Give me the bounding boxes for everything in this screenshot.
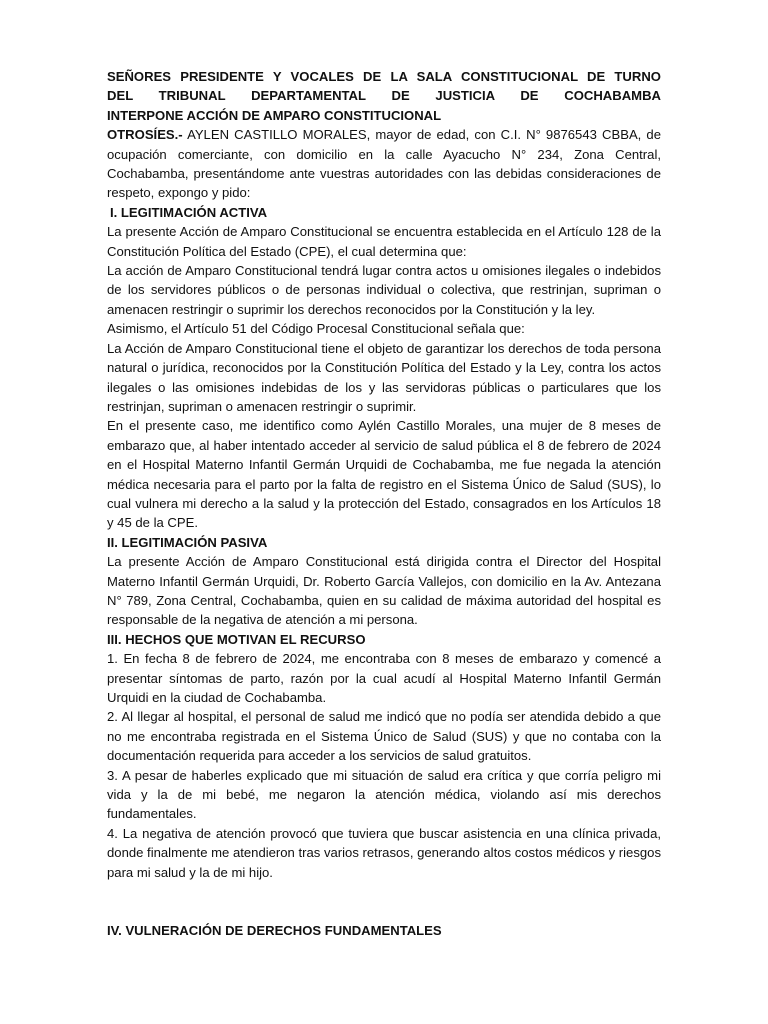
document-title-line-1: SEÑORES PRESIDENTE Y VOCALES DE LA SALA CONSTITUCIONAL DE TURNO xyxy=(107,69,661,84)
spacer xyxy=(107,882,661,921)
intro-lead: OTROSÍES.- xyxy=(107,127,183,143)
section-heading-vulneracion: IV. VULNERACIÓN DE DERECHOS FUNDAMENTALES xyxy=(107,923,442,939)
numbered-paragraph: 1. En fecha 8 de febrero de 2024, me encontraba con 8 meses de embarazo y comencé a presentar síntomas de parto, razón por la cual acudí al Hospital Materno Infantil Germán Urquidi en la ciudad de Cochabamba. xyxy=(107,651,661,705)
intro-paragraph xyxy=(107,125,661,203)
numbered-paragraph: 4. La negativa de atención provocó que tuviera que buscar asistencia en una clínica privada, donde finalmente me atendieron tras varios retrasos, generando altos costos médicos y riesgos para mi salud y la de mi hijo. xyxy=(107,825,661,880)
section-heading-hechos: III. HECHOS QUE MOTIVAN EL RECURSO xyxy=(107,631,366,647)
section-heading-legitimacion-pasiva: II. LEGITIMACIÓN PASIVA xyxy=(107,534,268,550)
document-title-line-2: DEL TRIBUNAL DEPARTAMENTAL DE JUSTICIA DE COCHABAMBA xyxy=(107,88,661,104)
paragraph: La presente Acción de Amparo Constitucional está dirigida contra el Director del Hospital Materno Infantil Germán Urquidi, Dr. Roberto García Vallejos, con domicilio en la Av. Antezana N° 789, Zona Central, Cochabamba, quien en su calidad de máxima autoridad del hospital es responsable de la negativa de atención a mi persona. xyxy=(107,554,661,628)
numbered-paragraph: 2. Al llegar al hospital, el personal de salud me indicó que no podía ser atendida debido a que no me encontraba registrada en el Sistema Único de Salud (SUS) y que no contaba con la documentación requerida para acceder a los servicios de salud gratuitos. xyxy=(107,709,661,764)
paragraph: La presente Acción de Amparo Constitucional se encuentra establecida en el Artículo 128 de la Constitución Política del Estado (CPE), el cual determina que: xyxy=(107,224,661,259)
document-title-line-3: INTERPONE ACCIÓN DE AMPARO CONSTITUCIONAL xyxy=(107,107,442,123)
paragraph: La Acción de Amparo Constitucional tiene el objeto de garantizar los derechos de toda persona natural o jurídica, reconocidos por la Constitución Política del Estado y la Ley, contra los actos ilegales o las omisiones indebidas de los y las servidoras públicas o particulares que los restrinjan, supriman o amenacen restringir o suprimir. xyxy=(107,340,661,414)
paragraph: En el presente caso, me identifico como Aylén Castillo Morales, una mujer de 8 meses de embarazo que, al haber intentado acceder al servicio de salud pública el 8 de febrero de 2024 en el Hospital Materno Infantil Germán Urquidi de Cochabamba, me fue negada la atención médica necesaria para el parto por la falta de registro en el Sistema Único de Salud (SUS), lo cual vulnera mi derecho a la salud y la protección del Estado, consagrados en los Artículos 18 y 45 de la CPE. xyxy=(107,418,661,531)
section-heading-legitimacion-activa: I. LEGITIMACIÓN ACTIVA xyxy=(110,204,268,220)
intro-text: AYLEN CASTILLO MORALES, mayor de edad, con C.I. N° 9876543 CBBA, de ocupación comerciante, con domicilio en la calle Ayacucho N° 234, Zona Central, Cochabamba, presentándome ante vuestras autoridades con las debidas consideraciones de respeto, expongo y pido: xyxy=(107,127,661,201)
paragraph: La acción de Amparo Constitucional tendrá lugar contra actos u omisiones ilegales o indebidos de los servidores públicos o de personas individual o colectiva, que restrinjan, supriman o amenacen restringir o suprimir los derechos reconocidos por la Constitución y la ley. xyxy=(107,263,661,317)
paragraph: Asimismo, el Artículo 51 del Código Procesal Constitucional señala que: xyxy=(107,321,525,337)
numbered-paragraph: 3. A pesar de haberles explicado que mi situación de salud era crítica y que corría peligro mi vida y la de mi bebé, me negaron la atención médica, violando así mis derechos fundamentales. xyxy=(107,767,661,822)
